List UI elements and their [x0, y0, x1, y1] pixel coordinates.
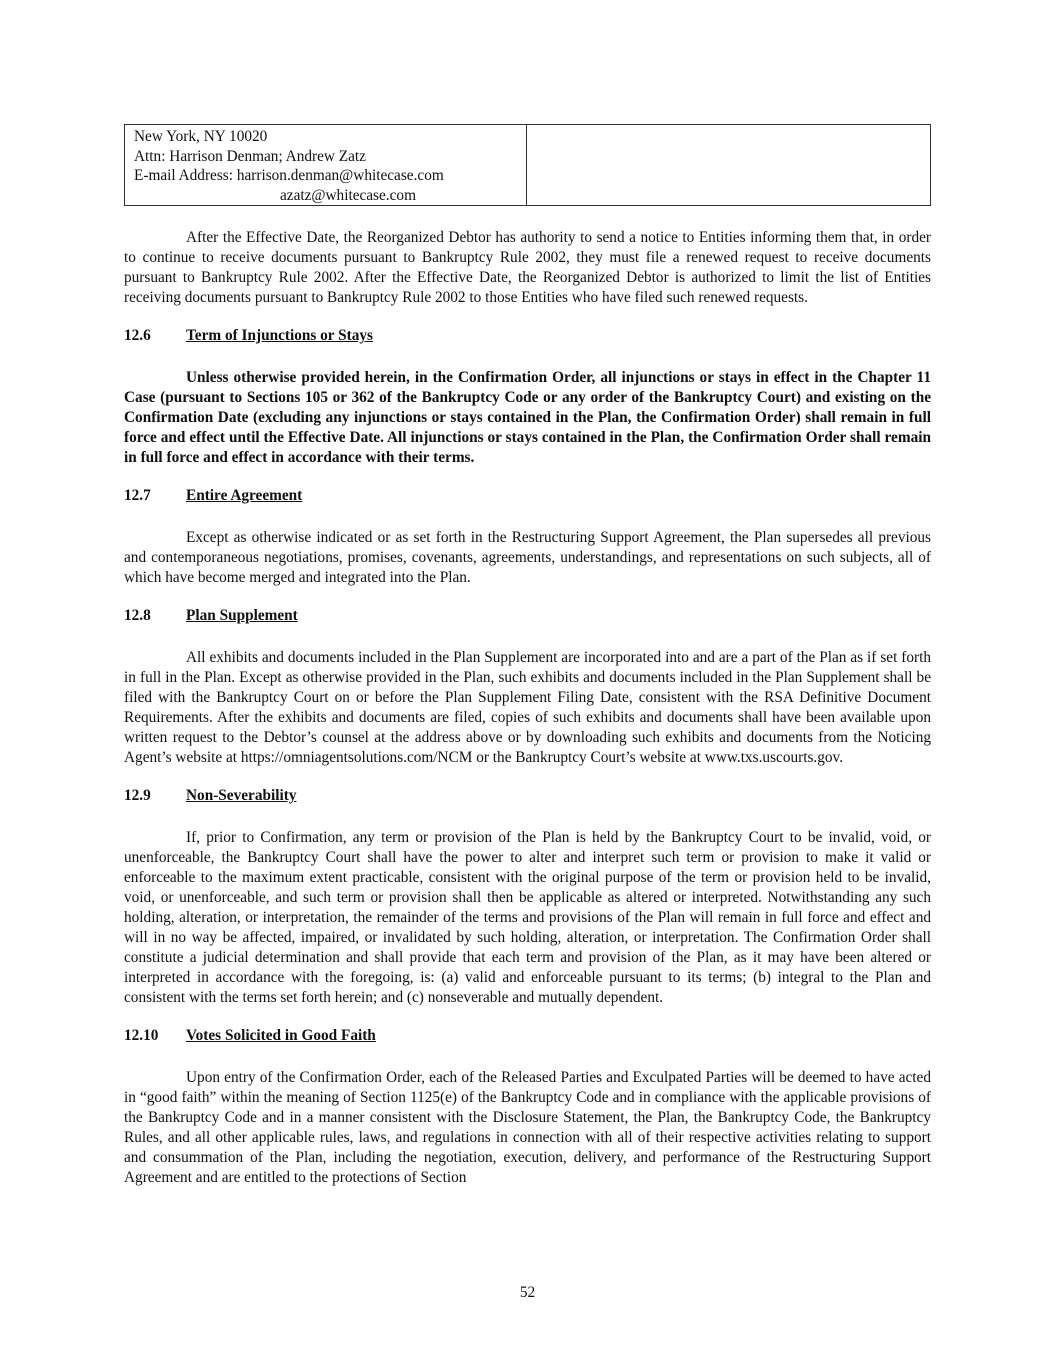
section-heading-12-9 — [124, 786, 931, 806]
intro-paragraph: After the Effective Date, the Reorganized Debtor has authority to send a notice to Entities informing them that, in order to continue to receive documents pursuant to Bankruptcy Rule 2002, they must file a renewed request to receive documents pursuant to Bankruptcy Rule 2002. After the Effective Date, the Reorganized Debtor is authorized to limit the list of Entities receiving documents pursuant to Bankruptcy Rule 2002 to those Entities who have filed such renewed requests. — [124, 229, 931, 306]
section-number: 12.8 — [124, 607, 151, 624]
address-table — [124, 124, 931, 206]
section-paragraph-12-10: Upon entry of the Confirmation Order, each of the Released Parties and Exculpated Parties will be deemed to have acted in “good faith” within the meaning of Section 1125(e) of the Bankruptcy Code and in compliance with the applicable provisions of the Bankruptcy Code and in a manner consistent with the Disclosure Statement, the Plan, the Bankruptcy Code, the Bankruptcy Rules, and all other applicable rules, laws, and regulations in connection with all of their respective activities relating to support and consummation of the Plan, including the negotiation, execution, delivery, and performance of the Restructuring Support Agreement and are entitled to the protections of Section — [124, 1069, 931, 1186]
address-city-line: New York, NY 10020 — [134, 128, 268, 145]
address-table-row — [125, 125, 931, 206]
address-email-line-2: azatz@whitecase.com — [280, 186, 416, 204]
section-paragraph-12-7: Except as otherwise indicated or as set forth in the Restructuring Support Agreement, the Plan supersedes all previous and contemporaneous negotiations, promises, covenants, agreements, understandings, and representations on such subjects, all of which have become merged and integrated into the Plan. — [124, 529, 931, 586]
section-number: 12.10 — [124, 1027, 159, 1044]
section-title: Votes Solicited in Good Faith — [186, 1027, 376, 1044]
section-number: 12.7 — [124, 487, 151, 504]
section-title: Non-Severability — [186, 787, 297, 804]
section-title: Entire Agreement — [186, 487, 303, 504]
address-cell — [125, 125, 527, 206]
section-paragraph-12-6: Unless otherwise provided herein, in the Confirmation Order, all injunctions or stays in effect in the Chapter 11 Case (pursuant to Sections 105 or 362 of the Bankruptcy Code or any order of the Bankruptcy Court) and existing on the Confirmation Date (excluding any injunctions or stays contained in the Plan, the Confirmation Order) shall remain in full force and effect until the Effective Date. All injunctions or stays contained in the Plan, the Confirmation Order shall remain in full force and effect in accordance with their terms. — [124, 369, 931, 466]
page-number: 52 — [519, 1284, 536, 1301]
section-heading-12-8 — [124, 606, 931, 626]
document-page — [124, 124, 931, 1188]
section-heading-12-7 — [124, 486, 931, 506]
section-number: 12.6 — [124, 327, 151, 344]
empty-cell — [527, 125, 931, 206]
address-attn-line: Attn: Harrison Denman; Andrew Zatz — [134, 147, 366, 165]
section-title: Plan Supplement — [186, 607, 298, 624]
address-email-line: E-mail Address: harrison.denman@whitecase.com — [134, 167, 444, 184]
section-paragraph-12-8: All exhibits and documents included in the Plan Supplement are incorporated into and are a part of the Plan as if set forth in full in the Plan. Except as otherwise provided in the Plan, such exhibits and documents included in the Plan Supplement shall be filed with the Bankruptcy Court on or before the Plan Supplement Filing Date, consistent with the RSA Definitive Document Requirements. After the exhibits and documents are filed, copies of such exhibits and documents shall have been available upon written request to the Debtor’s counsel at the address above or by downloading such exhibits and documents from the Noticing Agent’s website at https://omniagentsolutions.com/NCM or the Bankruptcy Court’s website at www.txs.uscourts.gov. — [124, 649, 931, 766]
section-paragraph-12-9: If, prior to Confirmation, any term or provision of the Plan is held by the Bankruptcy Court to be invalid, void, or unenforceable, the Bankruptcy Court shall have the power to alter and interpret such term or provision to make it valid or enforceable to the maximum extent practicable, consistent with the original purpose of the term or provision held to be invalid, void, or unenforceable, and such term or provision shall then be applicable as altered or interpreted. Notwithstanding any such holding, alteration, or interpretation, the remainder of the terms and provisions of the Plan will remain in full force and effect and will in no way be affected, impaired, or invalidated by such holding, alteration, or interpretation. The Confirmation Order shall constitute a judicial determination and shall provide that each term and provision of the Plan, as it may have been altered or interpreted in accordance with the foregoing, is: (a) valid and enforceable pursuant to its terms; (b) integral to the Plan and consistent with the terms set forth herein; and (c) nonseverable and mutually dependent. — [124, 829, 931, 1006]
section-heading-12-6 — [124, 326, 931, 346]
section-title: Term of Injunctions or Stays — [186, 327, 373, 344]
section-number: 12.9 — [124, 787, 151, 804]
section-heading-12-10 — [124, 1026, 931, 1046]
